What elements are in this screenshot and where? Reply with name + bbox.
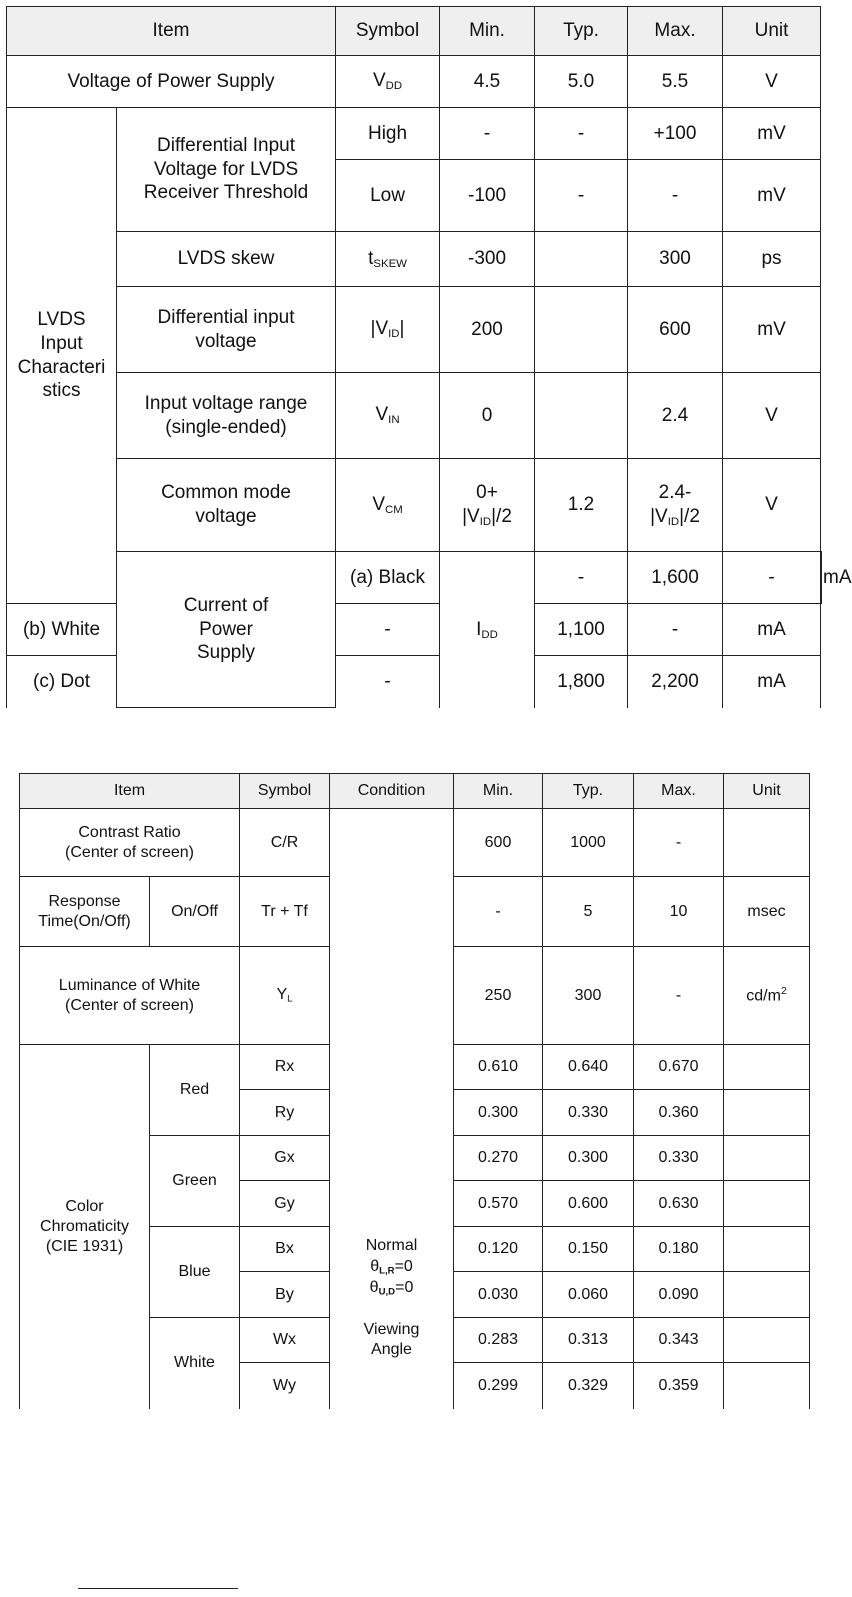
typ-cell: 0.330 <box>543 1090 634 1136</box>
condition-cell: Normal $\theta_{L,R}=0$ $\theta_{U,D}=0$ Viewing Angle <box>330 809 454 1409</box>
max-cell: - <box>628 604 723 656</box>
unit-cell: msec <box>724 877 810 947</box>
current-group-label: Current of Power Supply <box>117 552 336 708</box>
unit-cell <box>724 1227 810 1272</box>
table-row <box>7 287 822 373</box>
max-cell: 10 <box>634 877 724 947</box>
typ-cell: 5.0 <box>535 56 628 108</box>
min-cell: 0.610 <box>454 1045 543 1090</box>
table-row <box>7 232 822 287</box>
symbol-cell: Wy <box>240 1363 330 1409</box>
row-sublabel: On/Off <box>150 877 240 947</box>
unit-cell: mA <box>723 604 821 656</box>
min-cell: 200 <box>440 287 535 373</box>
row-label: (a) Black <box>336 552 440 604</box>
symbol-cell: C/R <box>240 809 330 877</box>
header-condition: Condition <box>330 774 454 809</box>
typ-cell <box>535 232 628 287</box>
header-item: Item <box>20 774 240 809</box>
row-label: (b) White <box>7 604 117 656</box>
typ-cell: 1000 <box>543 809 634 877</box>
typ-cell: 0.150 <box>543 1227 634 1272</box>
symbol-cell: Bx <box>240 1227 330 1272</box>
unit-cell <box>724 809 810 877</box>
header-unit: Unit <box>723 7 821 56</box>
chromaticity-group-label: Color Chromaticity (CIE 1931) <box>20 1045 150 1409</box>
color-label-white: White <box>150 1318 240 1409</box>
max-cell: +100 <box>628 108 723 160</box>
unit-cell <box>724 1090 810 1136</box>
symbol-cell: Wx <box>240 1318 330 1363</box>
table-row <box>7 552 822 604</box>
header-typ: Typ. <box>543 774 634 809</box>
header-max: Max. <box>628 7 723 56</box>
header-unit: Unit <box>724 774 810 809</box>
min-cell: 0.299 <box>454 1363 543 1409</box>
min-cell: 0+ $|V_{ID}|/2$ <box>440 459 535 552</box>
typ-cell: 0.329 <box>543 1363 634 1409</box>
unit-cell: ps <box>723 232 821 287</box>
unit-cell: V <box>723 373 821 459</box>
row-label: Contrast Ratio (Center of screen) <box>20 809 240 877</box>
unit-cell <box>724 1272 810 1318</box>
header-min: Min. <box>454 774 543 809</box>
header-typ: Typ. <box>535 7 628 56</box>
max-cell: 0.670 <box>634 1045 724 1090</box>
symbol-cell: $V_{DD}$ <box>336 56 440 108</box>
unit-cell: mV <box>723 287 821 373</box>
typ-cell <box>535 373 628 459</box>
typ-cell: 300 <box>543 947 634 1045</box>
row-label: Input voltage range (single-ended) <box>117 373 336 459</box>
typ-cell: - <box>535 160 628 232</box>
unit-cell <box>724 1318 810 1363</box>
symbol-cell: Ry <box>240 1090 330 1136</box>
max-cell: 0.359 <box>634 1363 724 1409</box>
max-cell: 0.180 <box>634 1227 724 1272</box>
symbol-cell: Gx <box>240 1136 330 1181</box>
unit-cell: V <box>723 56 821 108</box>
unit-cell <box>724 1045 810 1090</box>
typ-cell: 1,600 <box>628 552 723 604</box>
min-cell: 0.270 <box>454 1136 543 1181</box>
symbol-cell: Low <box>336 160 440 232</box>
symbol-cell: $V_{CM}$ <box>336 459 440 552</box>
min-cell: - <box>336 656 440 708</box>
table-row <box>7 373 822 459</box>
typ-cell: 1.2 <box>535 459 628 552</box>
unit-cell: mV <box>723 108 821 160</box>
max-cell: 5.5 <box>628 56 723 108</box>
symbol-cell: By <box>240 1272 330 1318</box>
row-label: Differential input voltage <box>117 287 336 373</box>
row-label: Response Time(On/Off) <box>20 877 150 947</box>
symbol-cell: High <box>336 108 440 160</box>
row-label: Voltage of Power Supply <box>7 56 336 108</box>
header-symbol: Symbol <box>336 7 440 56</box>
row-label: Luminance of White (Center of screen) <box>20 947 240 1045</box>
min-cell: - <box>535 552 628 604</box>
symbol-cell: Tr + Tf <box>240 877 330 947</box>
max-cell: 0.343 <box>634 1318 724 1363</box>
unit-cell: mA <box>823 566 852 588</box>
unit-cell: $cd/m^2$ <box>724 947 810 1045</box>
min-cell: - <box>454 877 543 947</box>
header-max: Max. <box>634 774 724 809</box>
min-cell: 600 <box>454 809 543 877</box>
min-cell: 4.5 <box>440 56 535 108</box>
max-cell: - <box>634 947 724 1045</box>
max-cell: 0.630 <box>634 1181 724 1227</box>
typ-cell: 0.640 <box>543 1045 634 1090</box>
min-cell: - <box>440 108 535 160</box>
max-cell: - <box>723 552 821 604</box>
max-cell: 2,200 <box>628 656 723 708</box>
optical-characteristics-table <box>19 773 810 1409</box>
row-label: LVDS skew <box>117 232 336 287</box>
table-row <box>7 56 822 108</box>
min-cell: 0.120 <box>454 1227 543 1272</box>
min-cell: -100 <box>440 160 535 232</box>
symbol-cell: $|V_{ID}|$ <box>336 287 440 373</box>
header-row <box>7 7 822 56</box>
table-row <box>20 809 810 877</box>
max-cell: 0.360 <box>634 1090 724 1136</box>
unit-cell <box>724 1136 810 1181</box>
max-cell: 600 <box>628 287 723 373</box>
unit-cell: V <box>723 459 821 552</box>
min-cell: 0.030 <box>454 1272 543 1318</box>
table-row <box>7 459 822 552</box>
header-symbol: Symbol <box>240 774 330 809</box>
min-cell: 0 <box>440 373 535 459</box>
unit-cell: mV <box>723 160 821 232</box>
color-label-blue: Blue <box>150 1227 240 1318</box>
min-cell: 0.300 <box>454 1090 543 1136</box>
color-label-green: Green <box>150 1136 240 1227</box>
max-cell: - <box>634 809 724 877</box>
max-cell: 0.330 <box>634 1136 724 1181</box>
max-cell: 300 <box>628 232 723 287</box>
symbol-cell: Gy <box>240 1181 330 1227</box>
typ-cell: 0.060 <box>543 1272 634 1318</box>
color-label-red: Red <box>150 1045 240 1136</box>
unit-cell <box>724 1181 810 1227</box>
max-cell: - <box>628 160 723 232</box>
header-row <box>20 774 810 809</box>
typ-cell: 5 <box>543 877 634 947</box>
typ-cell: - <box>535 108 628 160</box>
min-cell: 0.283 <box>454 1318 543 1363</box>
min-cell: 250 <box>454 947 543 1045</box>
max-cell: 0.090 <box>634 1272 724 1318</box>
header-item: Item <box>7 7 336 56</box>
unit-cell: mA <box>723 656 821 708</box>
symbol-cell: $Y_L$ <box>240 947 330 1045</box>
min-cell: -300 <box>440 232 535 287</box>
typ-cell: 1,100 <box>535 604 628 656</box>
min-cell: 0.570 <box>454 1181 543 1227</box>
max-cell: 2.4 <box>628 373 723 459</box>
typ-cell <box>535 287 628 373</box>
lvds-group-label: LVDS Input Characteri stics <box>7 108 117 604</box>
max-cell: 2.4- $|V_{ID}|/2$ <box>628 459 723 552</box>
typ-cell: 0.300 <box>543 1136 634 1181</box>
symbol-cell: $t_{SKEW}$ <box>336 232 440 287</box>
typ-cell: 0.313 <box>543 1318 634 1363</box>
row-label: (c) Dot <box>7 656 117 708</box>
table-row <box>7 108 822 160</box>
symbol-cell: $I_{DD}$ <box>440 552 535 708</box>
typ-cell: 1,800 <box>535 656 628 708</box>
unit-cell <box>724 1363 810 1409</box>
threshold-label: Differential Input Voltage for LVDS Receiver Threshold <box>117 108 336 232</box>
footnote-divider <box>78 1588 238 1589</box>
symbol-cell: Rx <box>240 1045 330 1090</box>
symbol-cell: $V_{IN}$ <box>336 373 440 459</box>
row-label: Common mode voltage <box>117 459 336 552</box>
header-min: Min. <box>440 7 535 56</box>
typ-cell: 0.600 <box>543 1181 634 1227</box>
min-cell: - <box>336 604 440 656</box>
electrical-characteristics-table <box>6 6 852 708</box>
